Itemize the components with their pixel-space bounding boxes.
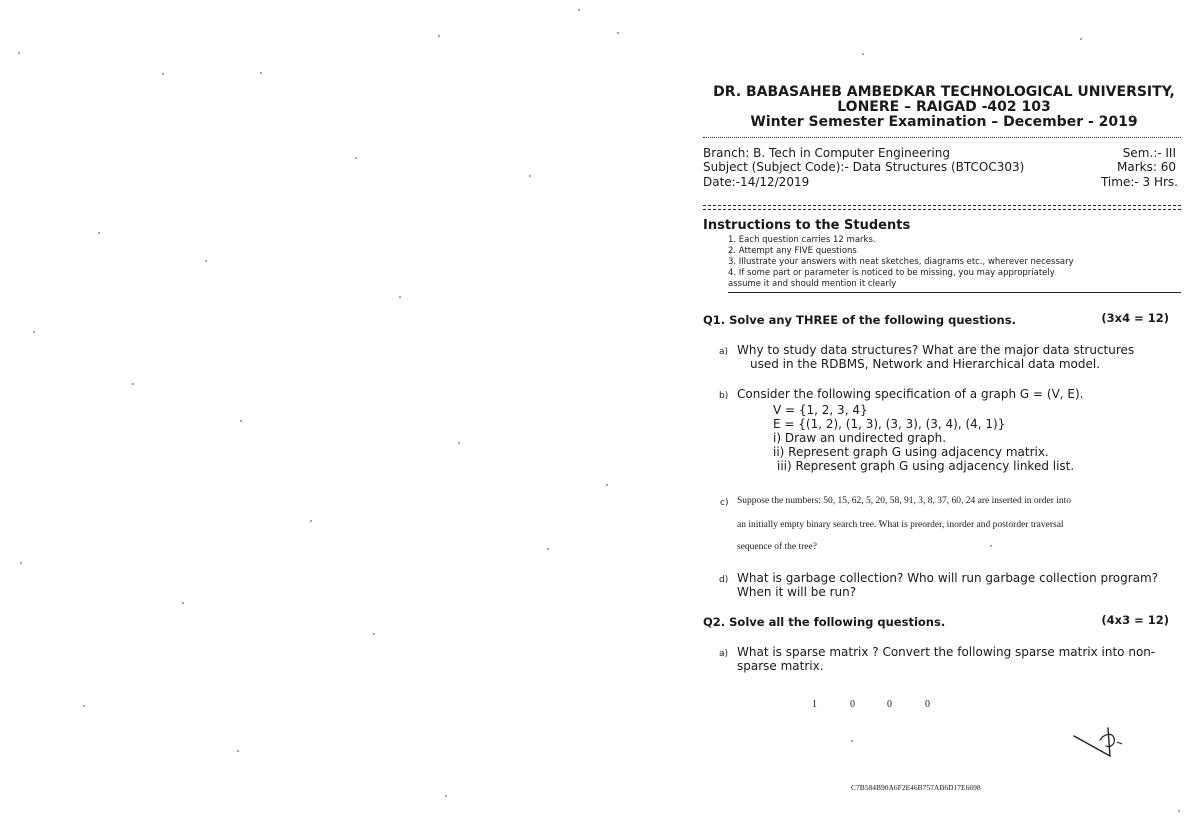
- speck: [547, 548, 549, 550]
- speck: [1080, 38, 1082, 40]
- matrix-cell: 0: [850, 699, 855, 710]
- instruction-item: 4. If some part or parameter is noticed to be missing, you may appropriately: [728, 268, 1055, 278]
- q1b-text: V = {1, 2, 3, 4}: [773, 403, 868, 417]
- q1b-text: Consider the following specification of a graph G = (V, E).: [737, 387, 1084, 401]
- exam-title: Winter Semester Examination – December - 2019: [750, 114, 1138, 130]
- q2-title: Q2. Solve all the following questions.: [703, 615, 946, 629]
- matrix-cell: 1: [812, 699, 817, 710]
- q1a-text: used in the RDBMS, Network and Hierarchical data model.: [750, 357, 1101, 371]
- q1c-text: Suppose the numbers: 50, 15, 62, 5, 20, 58, 91, 3, 8, 37, 60, 24 are inserted in order into: [737, 496, 1072, 506]
- q1b-text: ii) Represent graph G using adjacency matrix.: [773, 445, 1049, 459]
- instruction-item: assume it and should mention it clearly: [728, 279, 897, 289]
- q1-marks: (3x4 = 12): [1101, 311, 1169, 325]
- speck: [310, 520, 312, 522]
- q2a-text: What is sparse matrix ? Convert the following sparse matrix into non-: [737, 645, 1156, 659]
- q2-marks: (4x3 = 12): [1101, 613, 1169, 627]
- speck: [373, 633, 375, 635]
- speck: [240, 420, 242, 422]
- speck: [18, 52, 20, 54]
- q1c-label: c): [720, 498, 729, 508]
- speck: [132, 383, 134, 385]
- q1-title: Q1. Solve any THREE of the following questions.: [703, 313, 1016, 327]
- q1c-text: an initially empty binary search tree. What is preorder, inorder and postorder traversal: [737, 520, 1064, 530]
- q2a-label: a): [719, 649, 729, 659]
- document-hash: C7B584B90A6F2E46B757AB6D17E6698: [851, 783, 981, 792]
- instruction-item: 3. Illustrate your answers with neat sketches, diagrams etc., wherever necessary: [728, 257, 1074, 267]
- speck: [355, 157, 357, 159]
- instruction-item: 2. Attempt any FIVE questions: [728, 246, 857, 256]
- speck: [399, 296, 401, 298]
- university-name: DR. BABASAHEB AMBEDKAR TECHNOLOGICAL UNIVERSITY,: [713, 84, 1175, 100]
- matrix-cell: 0: [887, 699, 892, 710]
- header-divider: [703, 137, 1181, 138]
- speck: [20, 562, 22, 564]
- speck: [33, 331, 35, 333]
- handwritten-page-mark: [1070, 718, 1130, 766]
- q1d-text: When it will be run?: [737, 585, 857, 599]
- speck: [458, 442, 460, 444]
- subject-line: Subject (Subject Code):- Data Structures (BTCOC303): [703, 160, 1025, 174]
- speck: [851, 740, 853, 742]
- speck: [578, 9, 580, 11]
- q1b-text: E = {(1, 2), (1, 3), (3, 3), (3, 4), (4, 1)}: [773, 417, 1006, 431]
- q1b-text: i) Draw an undirected graph.: [773, 431, 947, 445]
- q2a-text: sparse matrix.: [737, 659, 824, 673]
- speck: [445, 795, 447, 797]
- semester: Sem.:- III: [1122, 146, 1176, 160]
- q1a-text: Why to study data structures? What are the major data structures: [737, 343, 1135, 357]
- speck: [162, 73, 164, 75]
- instructions-title: Instructions to the Students: [703, 218, 911, 233]
- q1d-label: d): [719, 575, 729, 585]
- speck: [438, 35, 440, 37]
- q1d-text: What is garbage collection? Who will run garbage collection program?: [737, 571, 1159, 585]
- speck: [182, 602, 184, 604]
- q1b-label: b): [719, 391, 729, 401]
- q1a-label: a): [719, 347, 729, 357]
- speck: [260, 72, 262, 74]
- branch-line: Branch: B. Tech in Computer Engineering: [703, 146, 950, 160]
- speck: [862, 53, 864, 55]
- matrix-cell: 0: [925, 699, 930, 710]
- speck: [617, 32, 619, 34]
- speck: [529, 175, 531, 177]
- speck: [237, 750, 239, 752]
- speck: [606, 484, 608, 486]
- date-line: Date:-14/12/2019: [703, 175, 810, 189]
- q1b-text: iii) Represent graph G using adjacency linked list.: [777, 459, 1075, 473]
- instruction-item: 1. Each question carries 12 marks.: [728, 235, 876, 245]
- meta-divider: [703, 205, 1181, 210]
- speck: [205, 260, 207, 262]
- instructions-underline: [728, 292, 1181, 293]
- speck: [98, 232, 100, 234]
- total-marks: Marks: 60: [1117, 160, 1176, 174]
- exam-duration: Time:- 3 Hrs.: [1100, 175, 1178, 189]
- speck: [1178, 810, 1180, 812]
- university-location: LONERE – RAIGAD -402 103: [837, 99, 1051, 115]
- speck: [990, 545, 992, 547]
- q1c-text: sequence of the tree?: [737, 542, 817, 552]
- speck: [83, 705, 85, 707]
